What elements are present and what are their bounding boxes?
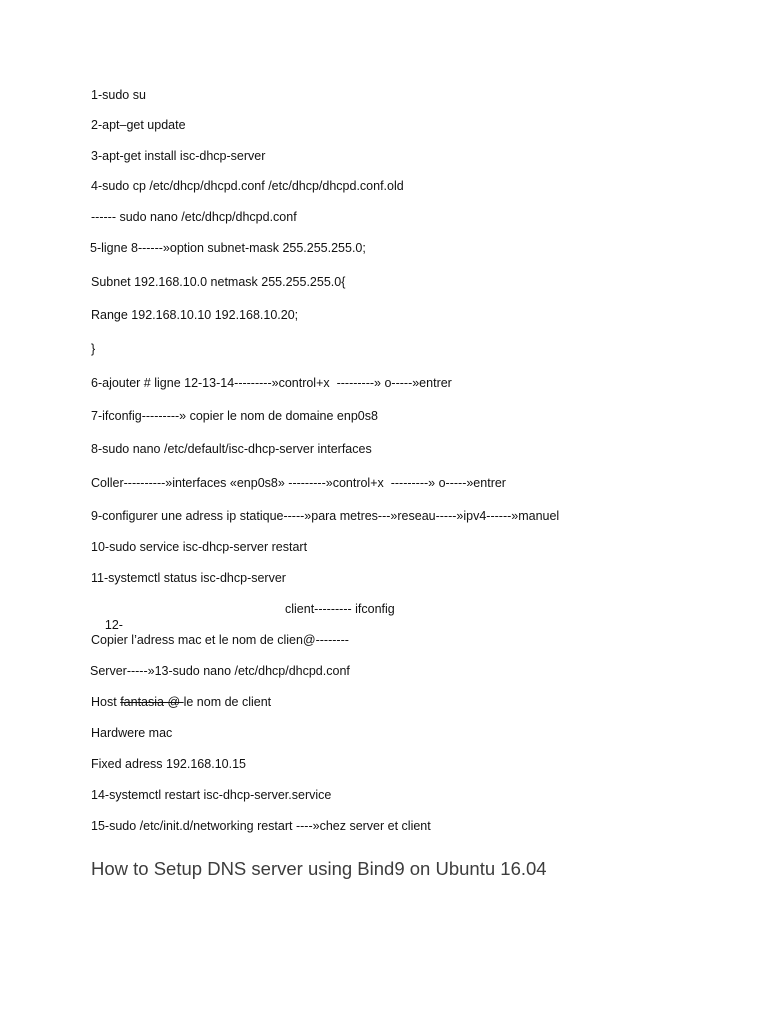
step-8-line: 8-sudo nano /etc/default/isc-dhcp-server interfaces <box>91 442 372 456</box>
step-5-line: 5-ligne 8------»option subnet-mask 255.255.255.0; <box>90 241 366 255</box>
section-heading: How to Setup DNS server using Bind9 on Ubuntu 16.04 <box>91 858 547 879</box>
step-15-line: 15-sudo /etc/init.d/networking restart ----»chez server et client <box>91 819 431 833</box>
range-line: Range 192.168.10.10 192.168.10.20; <box>91 308 299 322</box>
host-line <box>91 694 271 710</box>
step-1-line: 1-sudo su <box>91 88 146 102</box>
step-14-line: 14-systemctl restart isc-dhcp-server.service <box>91 788 332 802</box>
step-6-line: 6-ajouter # ligne 12-13-14---------»control+x ---------» o-----»entrer <box>91 376 452 390</box>
step-7-line: 7-ifconfig---------» copier le nom de domaine enp0s8 <box>91 409 378 423</box>
closing-brace-line: } <box>91 342 96 356</box>
subnet-line: Subnet 192.168.10.0 netmask 255.255.255.0{ <box>91 275 346 289</box>
step-2-line: 2-apt–get update <box>91 118 186 132</box>
step-13-line: Server-----»13-sudo nano /etc/dhcp/dhcpd.conf <box>90 664 350 678</box>
step-9-line: 9-configurer une adress ip statique-----»para metres---»reseau-----»ipv4------»manuel <box>91 509 560 523</box>
coller-line: Coller----------»interfaces «enp0s8» ---------»control+x ---------» o-----»entrer <box>91 476 506 490</box>
step-4-line: 4-sudo cp /etc/dhcp/dhcpd.conf /etc/dhcp/dhcpd.conf.old <box>91 179 404 193</box>
step-12-client-text: client--------- ifconfig <box>285 602 395 616</box>
step-4-nano-line: ------ sudo nano /etc/dhcp/dhcpd.conf <box>91 210 297 224</box>
host-struck-text: fantasia @ <box>120 695 184 709</box>
copier-adress-line: Copier l’adress mac et le nom de clien@-------- <box>91 633 349 647</box>
step-12-number: 12- <box>104 618 123 632</box>
step-10-line: 10-sudo service isc-dhcp-server restart <box>91 540 308 554</box>
hardware-line: Hardwere mac <box>91 726 173 740</box>
step-3-line: 3-apt-get install isc-dhcp-server <box>91 149 266 163</box>
fixed-adress-line: Fixed adress 192.168.10.15 <box>91 757 246 771</box>
host-suffix: le nom de client <box>183 695 272 709</box>
step-11-line: 11-systemctl status isc-dhcp-server <box>91 571 286 585</box>
host-prefix: Host <box>91 695 121 709</box>
